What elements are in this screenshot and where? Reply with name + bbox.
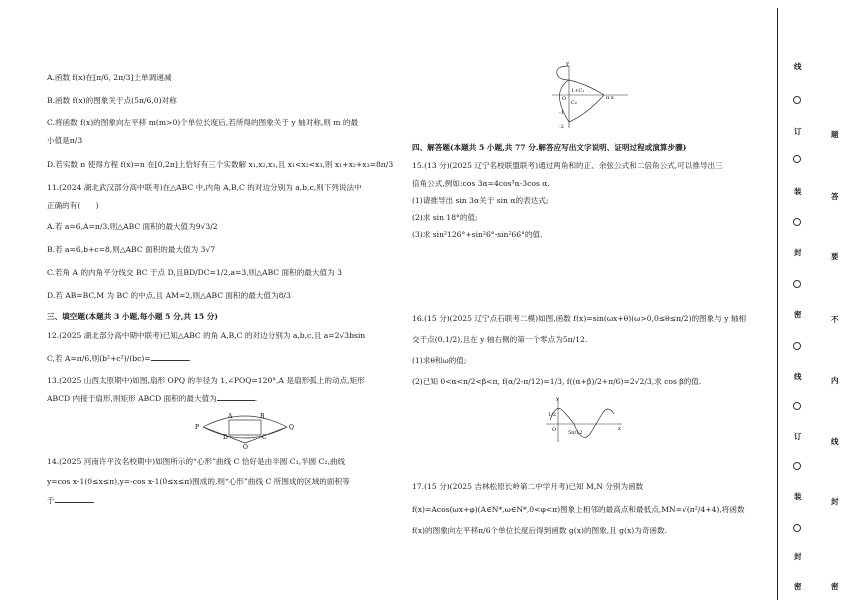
option-d-10: D.若实数 n 使得方程 f(x)=n 在[0,2π]上恰好有三个实数解 x₁,x₂,x₃,且 x₁<x₂<x₃,则 x₁+x₂+x₃=8π/3 xyxy=(47,160,394,169)
binding-hole xyxy=(793,96,801,104)
binding-hole xyxy=(793,342,801,350)
option-c-10: C.将函数 f(x)的图象向左平移 m(m>0)个单位长度后,若所得的图象关于 y 轴对称,则 m 的最 xyxy=(47,118,359,127)
binding-hole xyxy=(793,462,801,470)
binding-char: 封 xyxy=(794,552,802,561)
question-16-part-1: (1)求θ和ω的值; xyxy=(412,356,467,365)
question-17-cont-2: f(x)的图象向左平移π/6个单位长度后得到函数 g(x)的图象,且 g(x)为奇函数. xyxy=(412,526,668,535)
fig13-label-b: B xyxy=(260,413,265,420)
option-a-11: A.若 a=6,A=π/3,则△ABC 面积的最大值为9√3/2 xyxy=(47,222,218,231)
question-12-cont: C,若 A=π/6,则(b²+c²)/(bc)= . xyxy=(47,354,192,363)
question-15-cont: 倍角公式,例如:cos 3α=4cos³α-3cos α. xyxy=(412,179,550,188)
question-14-cont: y=cos x-1(0≤x≤π),y=-cos x-1(0≤x≤π)围成的,则“心形”曲线 C 所围成的区域的面积等 xyxy=(47,477,350,486)
question-13-cont: ABCD 内接于扇形,则矩形 ABCD 面积的最大值为 . xyxy=(47,394,258,403)
notice-char: 要 xyxy=(831,252,839,261)
answer-blank-13 xyxy=(217,394,255,401)
question-11: 11.(2024 湖北武汉部分高中联考)在△ABC 中,内角 A,B,C 的对边分别为 a,b,c,则下列说法中 xyxy=(47,183,362,192)
fig16-label-y: y xyxy=(556,396,559,402)
binding-char: 密 xyxy=(794,582,802,591)
binding-hole xyxy=(793,218,801,226)
question-17-cont: f(x)=Acos(ωx+φ)(A∈N*,ω∈N*,0<φ<π)图象上相邻的最高点和最低点,MN=√(π²/4+4),将函数 xyxy=(412,505,745,514)
question-15-part-1: (1)请推导出 sin 3α关于 sin α的表达式; xyxy=(412,196,549,205)
question-14-text: 于 xyxy=(47,496,55,505)
notice-char: 线 xyxy=(831,437,839,446)
binding-margin xyxy=(779,0,860,608)
question-16-cont: 交于点(0,1/2),且在 y 轴右侧的第一个零点为5π/12. xyxy=(412,335,588,344)
question-15: 15.(13 分)(2025 辽宁名校联盟联考)通过两角和的正、余弦公式和二倍角公式,可以推导出三 xyxy=(412,161,723,170)
binding-char: 密 xyxy=(794,310,802,319)
fig14-label-c1: 1+C₁ xyxy=(571,88,585,94)
fig13-label-p: P xyxy=(195,424,200,431)
question-13-text: ABCD 内接于扇形,则矩形 ABCD 面积的最大值为 xyxy=(47,394,217,403)
notice-char: 密 xyxy=(831,582,839,591)
notice-char: 题 xyxy=(831,130,839,139)
question-15-part-3: (3)求 sin²126°+sin²6°-sin²66°的值. xyxy=(412,230,543,239)
binding-line xyxy=(777,8,778,600)
question-17: 17.(15 分)(2025 吉林松原长岭第二中学月考)已知 M,N 分别为函数 xyxy=(412,482,644,491)
question-16: 16.(15 分)(2025 辽宁点石联考二模)如图,函数 f(x)=sin(ωx+θ)(ω>0,0≤θ≤π/2)的图象与 y 轴相 xyxy=(412,314,747,323)
fig16-label-o: O xyxy=(552,427,557,433)
fig16-label-half: 1/2 xyxy=(548,412,557,418)
binding-hole xyxy=(793,402,801,410)
binding-char: 线 xyxy=(794,372,802,381)
fig14-label-pi-x: π x xyxy=(606,95,614,101)
binding-char: 装 xyxy=(794,492,802,501)
notice-char: 封 xyxy=(831,497,839,506)
section-3-heading: 三、填空题(本题共 3 小题,每小题 5 分,共 15 分) xyxy=(47,312,218,321)
option-d-11: D.若 AB=BC,M 为 BC 的中点,且 AM=2,则△ABC 面积的最大值为8/3 xyxy=(47,291,291,300)
answer-blank-14 xyxy=(55,496,93,503)
fig13-label-d: D xyxy=(223,434,228,441)
fig13-label-c: C xyxy=(262,434,267,441)
notice-char: 答 xyxy=(831,192,839,201)
sine-graph-figure xyxy=(544,396,624,444)
fig13-label-o: O xyxy=(243,444,248,449)
sector-figure xyxy=(195,409,295,449)
question-12: 12.(2025 湖北部分高中期中联考)已知△ABC 的角 A,B,C 的对边分别为 a,b,c,且 a=2√3bsin xyxy=(47,331,366,340)
fig14-label-c2: C₂ xyxy=(571,100,577,106)
binding-hole xyxy=(793,280,801,288)
heart-curve-figure xyxy=(542,62,632,132)
option-b-11: B.若 a=6,b+c=8,则△ABC 面积的最大值为 3√7 xyxy=(47,245,216,254)
binding-hole xyxy=(793,524,801,532)
question-12-text: C,若 A=π/6,则(b²+c²)/(bc)= xyxy=(47,354,151,363)
fig13-label-q: Q xyxy=(289,424,294,431)
option-c-10-cont: 小值是π/3 xyxy=(47,136,83,145)
section-4-heading: 四、解答题(本题共 5 小题,共 77 分.解答应写出文字说明、证明过程或演算步骤) xyxy=(412,143,687,152)
binding-char: 封 xyxy=(794,248,802,257)
fig14-label-neg2: -2 xyxy=(559,124,564,130)
answer-blank-12 xyxy=(151,354,189,361)
fig16-label-x: x xyxy=(618,426,621,432)
fig16-label-zero: 5π/12 xyxy=(568,430,583,436)
notice-char: 不 xyxy=(831,315,839,324)
binding-hole xyxy=(793,155,801,163)
question-14: 14.(2025 河南许平汝名校期中)如图所示的“心形”曲线 C 恰好是由半圆 C₁,半圆 C₂,曲线 xyxy=(47,457,346,466)
question-16-part-2: (2)已知 0<α<π/2<β<π, f(α/2-π/12)=1/3, f((α+β)/2+π/6)=2√2/3,求 cos β的值. xyxy=(412,377,702,386)
option-c-11: C.若角 A 的内角平分线交 BC 于点 D,且BD/DC=1/2,a=3,则△ABC 面积的最大值为 3 xyxy=(47,268,342,277)
binding-char: 线 xyxy=(794,62,802,71)
option-b-10: B.函数 f(x)的图象关于点(5π/6,0)对称 xyxy=(47,96,177,105)
option-a-10: A.函数 f(x)在[π/6, 2π/3]上单调递减 xyxy=(47,73,172,82)
question-13: 13.(2025 山西太原期中)如图,扇形 OPQ 的半径为 1,∠POQ=120°,A 是扇形弧上的动点,矩形 xyxy=(47,376,365,385)
binding-char: 装 xyxy=(794,187,802,196)
fig13-label-a: A xyxy=(228,413,233,420)
notice-char: 内 xyxy=(831,376,839,385)
binding-char: 订 xyxy=(794,432,802,441)
binding-char: 订 xyxy=(794,127,802,136)
question-11-cont: 正确的有( ) xyxy=(47,201,99,210)
question-14-end: 于 . xyxy=(47,496,96,505)
fig14-label-neg1: -1 xyxy=(559,110,564,116)
fig14-label-o: O xyxy=(562,96,567,102)
fig14-label-y: y xyxy=(566,62,570,67)
question-15-part-2: (2)求 sin 18°的值; xyxy=(412,213,478,222)
